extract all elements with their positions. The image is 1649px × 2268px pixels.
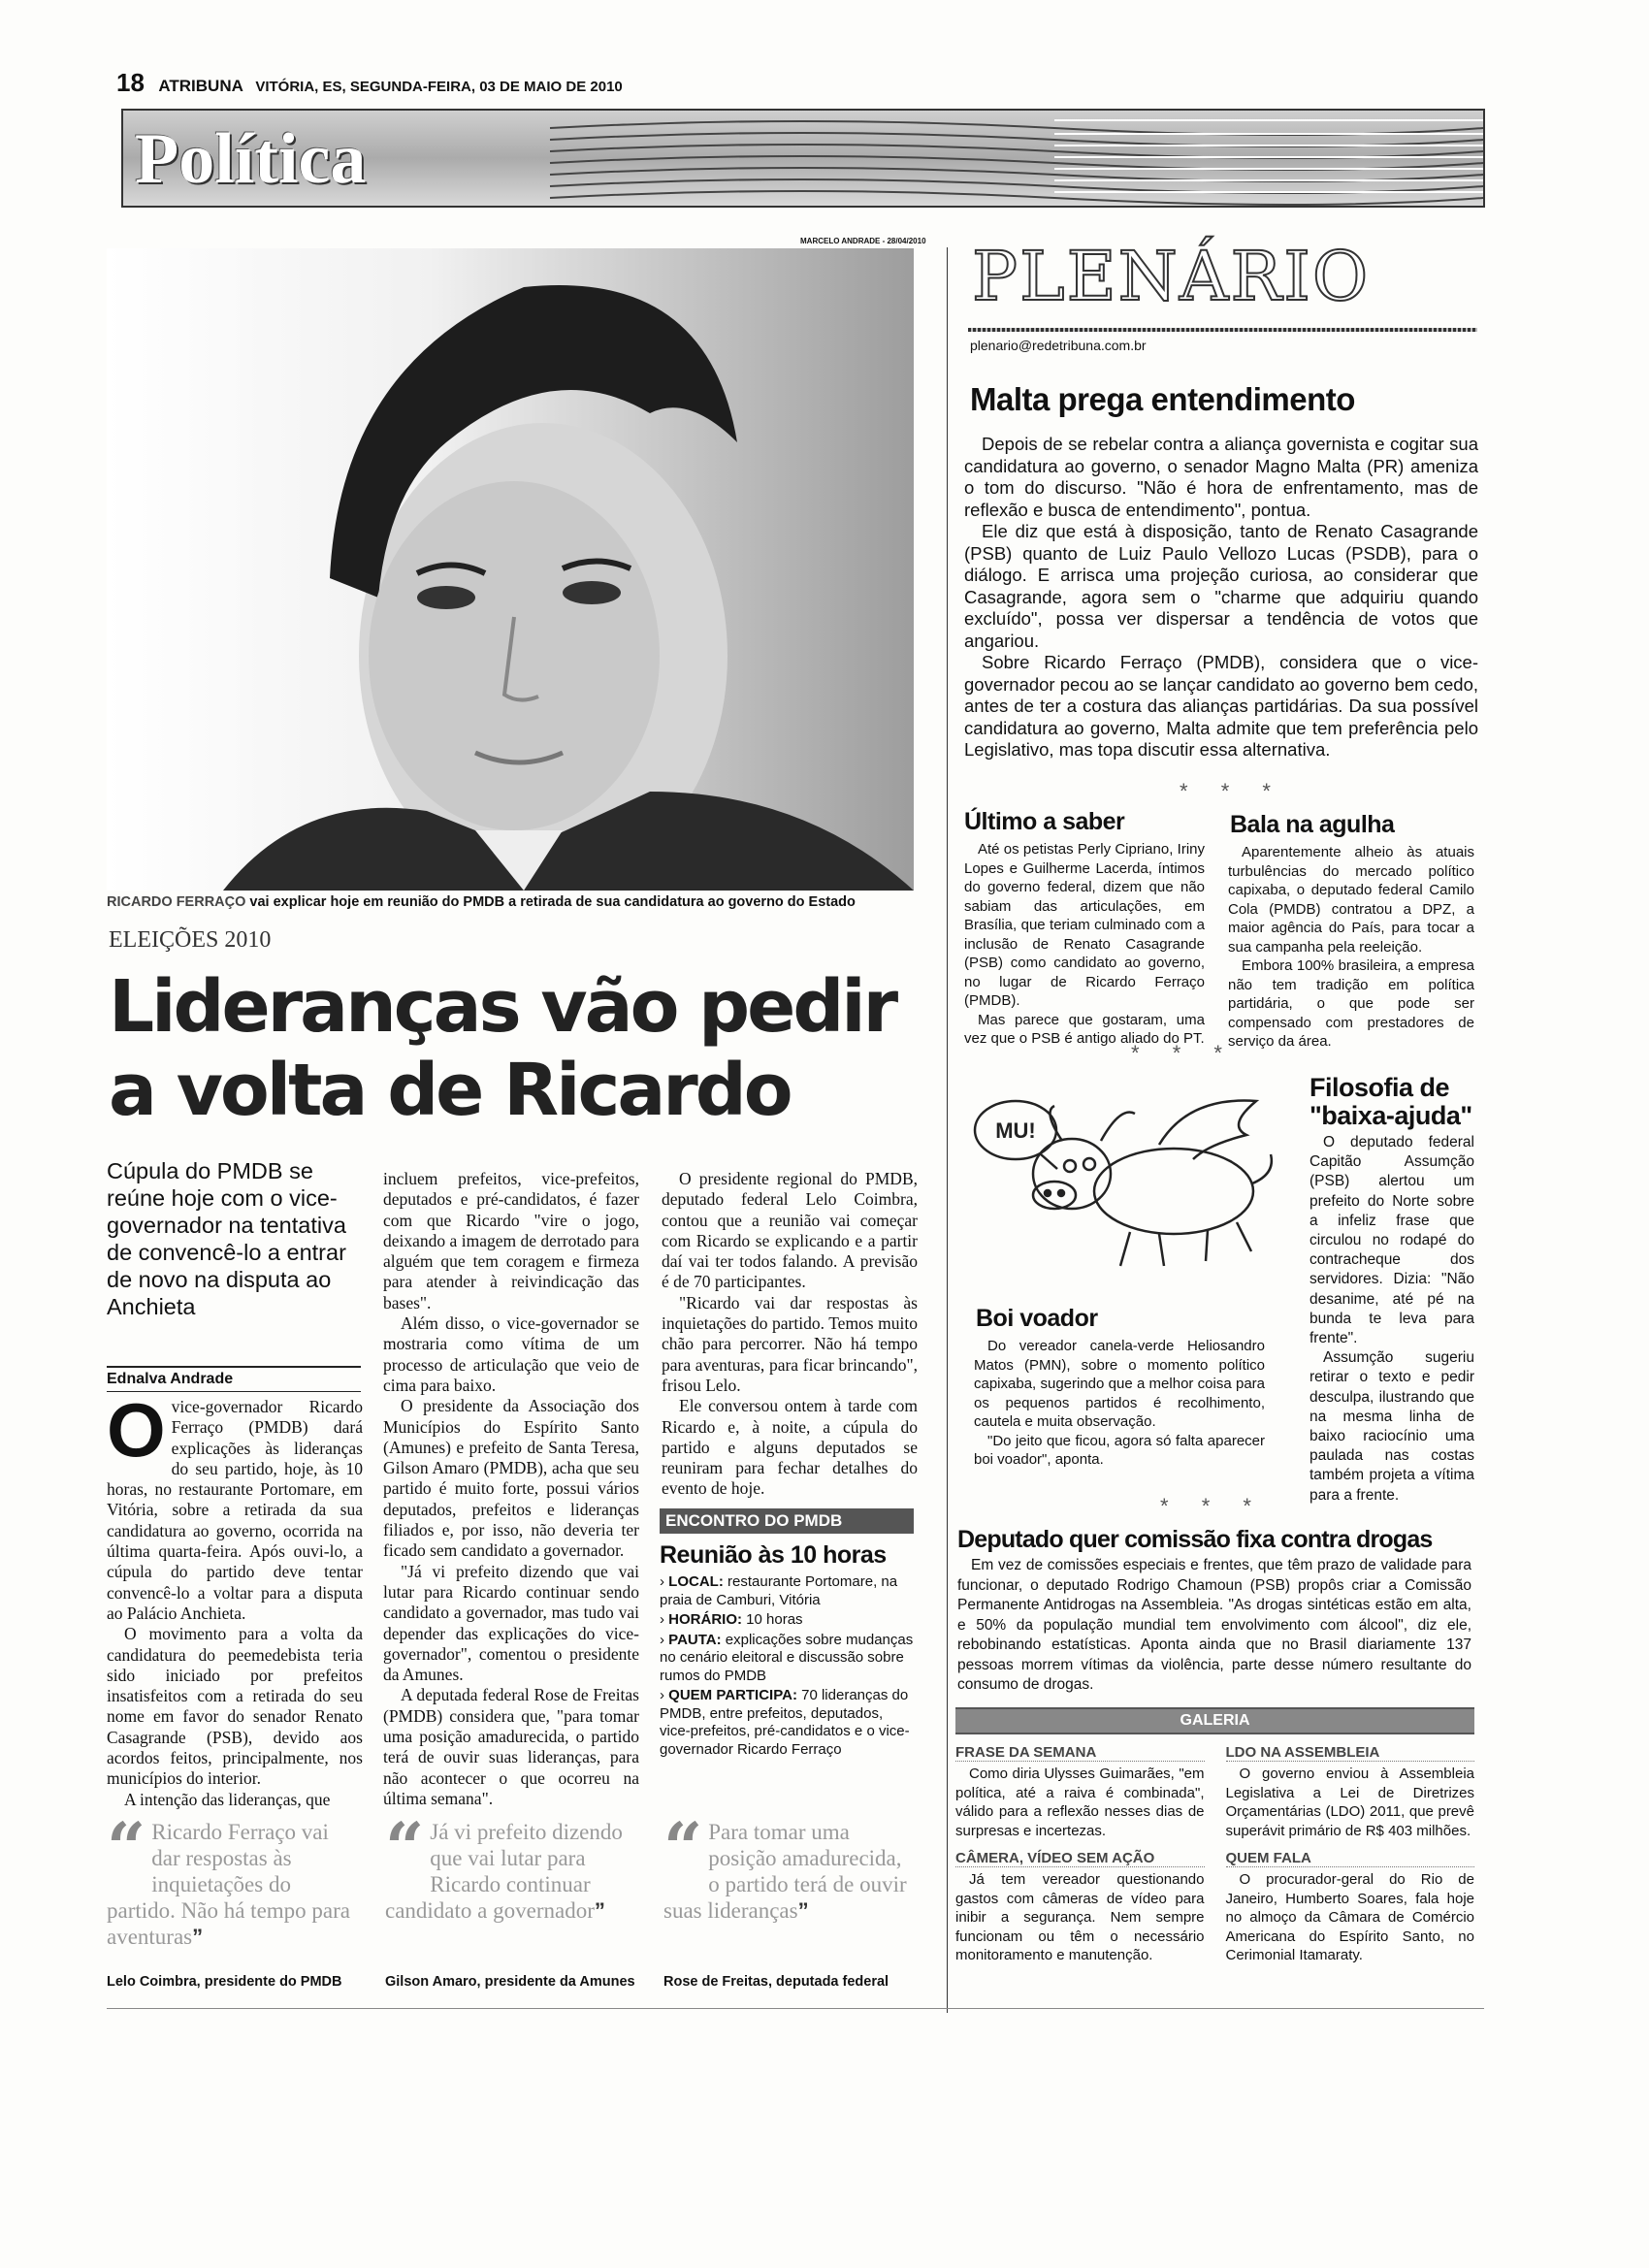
filosofia-title-line-2: "baixa-ajuda" bbox=[1310, 1101, 1472, 1130]
galeria-item-title: QUEM FALA bbox=[1226, 1850, 1475, 1867]
quote-text: Ricardo Ferraço vai dar respostas às inquietações do partido. Não há tempo para aventuras bbox=[107, 1820, 350, 1949]
galeria-item-title: CÂMERA, VÍDEO SEM AÇÃO bbox=[955, 1850, 1205, 1867]
col3-p2: "Ricardo vai dar respostas às inquietações do partido. Temos muito chão para percorrer. Não há tempo para aventuras, para ficar brincando", frisou Lelo. bbox=[662, 1292, 918, 1395]
separator-stars-2: * * * bbox=[1131, 1041, 1236, 1065]
section-banner bbox=[121, 109, 1485, 208]
col2-p1: incluem prefeitos, vice-prefeitos, deputados e pré-candidatos, é fazer com que Ricardo "vire o jogo, deixando a imagem de derrotado para alguém que tem coragem e firmeza para atender à reivindicação das bases". bbox=[383, 1169, 639, 1312]
page-number: 18 bbox=[116, 68, 145, 97]
quote-text: Já vi prefeito dizendo que vai lutar para Ricardo continuar candidato a governador bbox=[385, 1820, 623, 1923]
info-box-item-text: restaurante Portomare, na praia de Camburi, Vitória bbox=[660, 1573, 898, 1608]
boi-title: Boi voador bbox=[976, 1305, 1098, 1332]
headline bbox=[109, 965, 943, 1132]
caption-name: RICARDO FERRAÇO bbox=[107, 894, 246, 910]
info-box bbox=[660, 1508, 914, 1761]
article-column-1 bbox=[107, 1387, 363, 1810]
close-quote-icon: ” bbox=[797, 1898, 809, 1923]
portrait-illustration bbox=[107, 248, 914, 891]
info-box-item bbox=[660, 1573, 914, 1609]
bala-body bbox=[1228, 843, 1474, 1052]
close-quote-icon: ” bbox=[192, 1925, 204, 1949]
col2-p4: "Já vi prefeito dizendo que vai lutar para Ricardo continuar sendo candidato a governador, mas tudo vai depender das explicações do vice-governador", comentou o presidente da Amunes. bbox=[383, 1561, 639, 1685]
pull-quote bbox=[663, 1819, 918, 1990]
bala-title: Bala na agulha bbox=[1230, 811, 1395, 838]
galeria-item bbox=[1226, 1744, 1475, 1840]
ultimo-p2: Mas parece que gostaram, uma vez que o PSB é antigo aliado do PT. bbox=[964, 1011, 1205, 1047]
bullet-arrow-icon: › bbox=[660, 1573, 669, 1590]
bottom-rule bbox=[107, 2008, 1484, 2009]
open-quote-icon: “ bbox=[107, 1819, 146, 1888]
galeria-header bbox=[955, 1707, 1474, 1734]
boi-p2: "Do jeito que ficou, agora só falta aparecer boi voador", aponta. bbox=[974, 1432, 1265, 1468]
info-box-item bbox=[660, 1632, 914, 1686]
col3-p1: O presidente regional do PMDB, deputado federal Lelo Coimbra, contou que a reunião vai começar com Ricardo se explicando e a partir daí vai ter todos falando. A previsão é de 70 participantes. bbox=[662, 1169, 918, 1292]
paper-name: ATRIBUNA bbox=[158, 77, 243, 95]
dateline: VITÓRIA, ES, SEGUNDA-FEIRA, 03 DE MAIO DE 2010 bbox=[255, 79, 623, 95]
quote-source: Rose de Freitas, deputada federal bbox=[663, 1974, 889, 1990]
ultimo-p1: Até os petistas Perly Cipriano, Iriny Lopes e Guilherme Lacerda, íntimos do governo federal, dizem que não sabiam das articulações, em Brasília, que teriam culminado com a inclusão de Renato Casagrande (PSB) como candidato ao governo, no lugar de Ricardo Ferraço (PMDB). bbox=[964, 841, 1205, 1009]
galeria-item-text: Como diria Ulysses Guimarães, "em política, até a raiva é combinada", válido para a reflexão nesses dias de surpresas e incertezas. bbox=[955, 1766, 1205, 1839]
col1-p2: O movimento para a volta da candidatura do peemedebista teria sido iniciado por prefeitos insatisfeitos com a retirada do seu nome em favor do senador Renato Casagrande (PSB), devido aos acordos feitos, principalmente, nos municípios do interior. bbox=[107, 1624, 363, 1789]
pull-quotes bbox=[107, 1819, 922, 1998]
drogas-body bbox=[957, 1556, 1471, 1696]
galeria-item-text: O governo enviou à Assembleia Legislativa a Lei de Diretrizes Orçamentárias (LDO) 2011, que prevê superávit primário de R$ 403 milhões. bbox=[1225, 1766, 1474, 1839]
galeria-item bbox=[955, 1744, 1205, 1840]
main-photo bbox=[107, 248, 914, 891]
quote-body bbox=[663, 1819, 918, 1964]
ultimo-title: Último a saber bbox=[964, 808, 1125, 835]
section-title: Política bbox=[135, 119, 367, 199]
galeria-item-title: FRASE DA SEMANA bbox=[955, 1744, 1205, 1762]
kicker: ELEIÇÕES 2010 bbox=[109, 927, 272, 953]
open-quote-icon: “ bbox=[663, 1819, 703, 1888]
galeria-item-text: Já tem vereador questionando gastos com câmeras de vídeo para inibir a segurança. Nem sempre funcionam ou têm o necessário monitoramento e manutenção. bbox=[955, 1871, 1205, 1963]
malta-p3: Sobre Ricardo Ferraço (PMDB), considera que o vice-governador pecou ao se lançar candidato ao governo bem cedo, antes de ter a costura das alianças partidárias. Da sua possível candidatura ao governo, Malta admite que tem preferência pelo Legislativo, mas topa discutir essa alternativa. bbox=[964, 652, 1478, 760]
info-box-item-text: 70 lideranças do PMDB, entre prefeitos, deputados, vice-prefeitos, pré-candidatos e o vice-governador Ricardo Ferraço bbox=[660, 1687, 910, 1758]
malta-body bbox=[964, 434, 1478, 761]
info-box-list bbox=[660, 1573, 914, 1759]
flying-ox-cartoon bbox=[965, 1077, 1290, 1271]
filosofia-title bbox=[1310, 1074, 1472, 1130]
separator-stars-3: * * * bbox=[1160, 1494, 1265, 1518]
col3-p3: Ele conversou ontem à tarde com Ricardo e, à noite, a cúpula do partido e alguns deputados se reuniram para fechar detalhes do evento de hoje. bbox=[662, 1396, 918, 1499]
filosofia-p2: Assumção sugeriu retirar o texto e pedir desculpa, ilustrando que na mesma linha de baixo raciocínio uma paulada nas costas também projeta a vítima para a frente. bbox=[1310, 1349, 1474, 1504]
info-box-tag: ENCONTRO DO PMDB bbox=[660, 1508, 914, 1534]
info-box-item bbox=[660, 1687, 914, 1759]
info-box-item-label: LOCAL: bbox=[668, 1573, 724, 1590]
bala-p1: Aparentemente alheio às atuais turbulências do mercado político capixaba, o deputado federal Camilo Cola (PMDB) contratou a DPZ, a maior agência do País, para tocar a sua campanha pela reeleição. bbox=[1228, 844, 1474, 956]
cartoon-speech: MU! bbox=[995, 1118, 1036, 1143]
malta-p1: Depois de se rebelar contra a aliança governista e cogitar sua candidatura ao governo, o senador Magno Malta (PR) ameniza o tom do discurso. "Não é hora de enfrentamento, mas de reflexão e busca de entendimento", pontua. bbox=[964, 434, 1478, 520]
deck: Cúpula do PMDB se reúne hoje com o vice-governador na tentativa de convencê-lo a entrar de novo na disputa ao Anchieta bbox=[107, 1158, 346, 1319]
dropcap: O bbox=[107, 1387, 166, 1473]
bala-p2: Embora 100% brasileira, a empresa não tem tradição em política partidária, o que pode ser compensado com prestadores de serviço da área. bbox=[1228, 957, 1474, 1050]
plenario-title: PLENÁRIO bbox=[972, 237, 1371, 316]
bullet-arrow-icon: › bbox=[660, 1631, 669, 1648]
filosofia-p1: O deputado federal Capitão Assumção (PSB) alertou um prefeito do Norte sobre a infeliz frase que circulou no rodapé do contracheque dos servidores. Dizia: "Não desanime, até pé na bunda te leva para frente". bbox=[1310, 1134, 1474, 1347]
boi-body bbox=[974, 1337, 1265, 1470]
info-box-item-text: 10 horas bbox=[746, 1611, 803, 1628]
pull-quote bbox=[107, 1819, 361, 1990]
drogas-p1: Em vez de comissões especiais e frentes, que têm prazo de validade para funcionar, o deputado Rodrigo Chamoun (PSB) propôs criar a Comissão Permanente Antidrogas na Assembleia. "As drogas sintéticas estão em alta, e 50% da população mundial tem envolvimento com álcool", diz ele, rebobinando estatísticas. Aponta ainda que no Brasil diariamente 137 pessoas morrem vítimas da violência, parte desse número resultante do consumo de drogas. bbox=[957, 1557, 1471, 1693]
galeria-item bbox=[955, 1850, 1205, 1965]
filosofia-body bbox=[1310, 1133, 1474, 1506]
byline-name: Ednalva Andrade bbox=[107, 1371, 234, 1387]
galeria-tag: GALERIA bbox=[1180, 1712, 1250, 1729]
bullet-arrow-icon: › bbox=[660, 1687, 669, 1703]
col2-p5: A deputada federal Rose de Freitas (PMDB) considera que, "para tomar uma posição amadurecida, o partido terá de ouvir suas lideranças, para não acontecer o que ocorreu na última semana". bbox=[383, 1685, 639, 1808]
info-box-item-text: explicações sobre mudanças no cenário eleitoral e discussão sobre rumos do PMDB bbox=[660, 1631, 914, 1684]
flying-ox-icon bbox=[965, 1077, 1290, 1271]
boi-p1: Do vereador canela-verde Heliosandro Matos (PMN), sobre o momento político capixaba, sugerindo que a melhor coisa para os pequenos partidos é recolhimento, cautela e muita observação. bbox=[974, 1338, 1265, 1430]
col2-p3: O presidente da Associação dos Municípios do Espírito Santo (Amunes) e prefeito de Santa Teresa, Gilson Amaro (PMDB), acha que seu partido é muito forte, possui vários deputados, prefeitos e lideranças filiados e, por isso, não deveria ter ficado sem candidato a governador. bbox=[383, 1396, 639, 1561]
info-box-item-label: HORÁRIO: bbox=[668, 1611, 742, 1628]
quote-body bbox=[385, 1819, 639, 1964]
filosofia-title-line-1: Filosofia de bbox=[1310, 1073, 1450, 1102]
photo-credit: MARCELO ANDRADE - 28/04/2010 bbox=[800, 237, 926, 245]
plenario-email: plenario@redetribuna.com.br bbox=[970, 338, 1147, 353]
quote-text: Para tomar uma posição amadurecida, o partido terá de ouvir suas lideranças bbox=[663, 1820, 907, 1923]
galeria-item-title: LDO NA ASSEMBLEIA bbox=[1226, 1744, 1475, 1762]
plenario-rule bbox=[968, 328, 1477, 332]
headline-line-2: a volta de Ricardo bbox=[109, 1049, 791, 1132]
quote-source: Lelo Coimbra, presidente do PMDB bbox=[107, 1974, 342, 1990]
info-box-item-label: QUEM PARTICIPA: bbox=[668, 1687, 797, 1703]
drogas-title: Deputado quer comissão fixa contra drogas bbox=[957, 1526, 1433, 1553]
pull-quote bbox=[385, 1819, 639, 1990]
galeria-grid bbox=[955, 1744, 1474, 1965]
article-column-2 bbox=[383, 1169, 639, 1809]
page-header bbox=[116, 68, 1494, 97]
article-column-3 bbox=[662, 1169, 918, 1500]
open-quote-icon: “ bbox=[385, 1819, 425, 1888]
photo-caption bbox=[107, 894, 922, 910]
col1-p1: vice-governador Ricardo Ferraço (PMDB) dará explicações às lideranças do seu partido, hoje, às 10 horas, no restaurante Portomare, em Vitória, sobre a retirada da sua candidatura ao governo, ocorrida na última quarta-feira. Após ouvi-lo, a cúpula do partido deve tentar convencê-lo a voltar para a disputa ao Palácio Anchieta. bbox=[107, 1397, 363, 1623]
malta-p2: Ele diz que está à disposição, tanto de Renato Casagrande (PSB) quanto de Luiz Paulo Vellozo Lucas (PSDB), para o diálogo. E arrisca uma projeção curiosa, ao considerar que Casagrande, agora sem o "charme que adquiriu quando excluído", possa ver dispersar a tendência de votos que angariou. bbox=[964, 521, 1478, 651]
info-box-title: Reunião às 10 horas bbox=[660, 1541, 887, 1569]
col1-p3: A intenção das lideranças, que bbox=[124, 1789, 331, 1809]
malta-title: Malta prega entendimento bbox=[970, 381, 1355, 417]
galeria-item bbox=[1226, 1850, 1475, 1965]
info-box-item bbox=[660, 1611, 914, 1630]
quote-body bbox=[107, 1819, 361, 1964]
col2-p2: Além disso, o vice-governador se mostraria como vítima de um processo de articulação que veio de cima para baixo. bbox=[383, 1313, 639, 1395]
caption-text: vai explicar hoje em reunião do PMDB a retirada de sua candidatura ao governo do Estado bbox=[249, 894, 856, 910]
quote-source: Gilson Amaro, presidente da Amunes bbox=[385, 1974, 635, 1990]
column-divider bbox=[947, 247, 948, 2013]
galeria-item-text: O procurador-geral do Rio de Janeiro, Humberto Soares, fala hoje no almoço da Câmara de Comércio Americana do Espírito Santo, no Cerimonial Itamaraty. bbox=[1225, 1871, 1474, 1963]
separator-stars-1: * * * bbox=[1180, 779, 1284, 803]
bullet-arrow-icon: › bbox=[660, 1611, 669, 1628]
headline-line-1: Lideranças vão pedir bbox=[109, 965, 896, 1049]
info-box-item-label: PAUTA: bbox=[668, 1631, 722, 1648]
ultimo-body bbox=[964, 840, 1205, 1049]
close-quote-icon: ” bbox=[594, 1898, 605, 1923]
